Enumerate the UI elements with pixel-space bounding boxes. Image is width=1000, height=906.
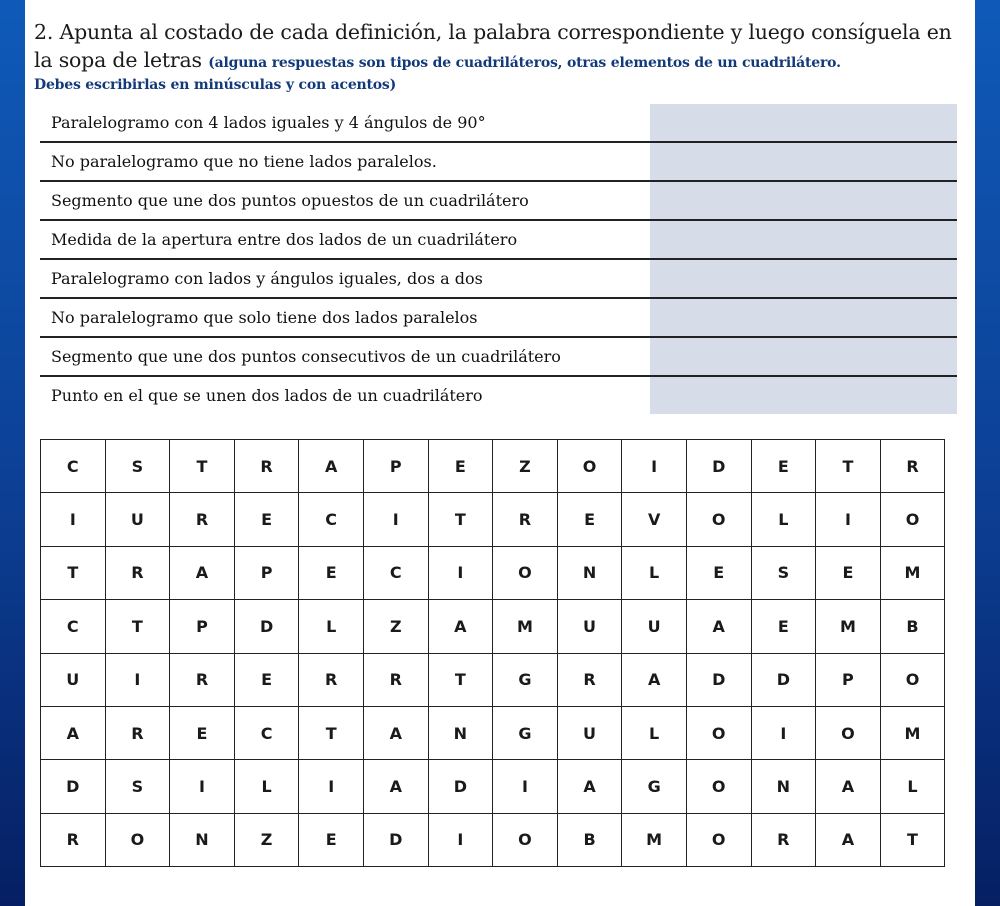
letter-cell[interactable]: T <box>880 813 945 866</box>
grid-row <box>41 600 945 653</box>
letter-cell[interactable]: R <box>493 493 558 546</box>
letter-cell[interactable]: R <box>880 440 945 493</box>
letter-cell[interactable]: L <box>751 493 816 546</box>
letter-cell[interactable]: U <box>105 493 170 546</box>
grid-row <box>41 546 945 599</box>
letter-cell[interactable]: I <box>363 493 428 546</box>
answer-field[interactable] <box>651 260 957 297</box>
letter-cell[interactable]: M <box>493 600 558 653</box>
letter-cell[interactable]: R <box>105 706 170 759</box>
letter-cell[interactable]: A <box>170 546 235 599</box>
letter-cell[interactable]: L <box>299 600 364 653</box>
letter-cell[interactable]: N <box>170 813 235 866</box>
exercise-note: (alguna respuestas son tipos de cuadriláteros, otras elementos de un cuadrilátero. <box>208 55 841 71</box>
letter-cell[interactable]: T <box>816 440 881 493</box>
letter-cell[interactable]: G <box>493 653 558 706</box>
letter-cell[interactable]: M <box>880 546 945 599</box>
exercise-note-2: Debes escribirlas en minúsculas y con acentos) <box>34 77 397 93</box>
letter-cell[interactable]: E <box>816 546 881 599</box>
letter-cell[interactable]: A <box>428 600 493 653</box>
definition-row <box>40 377 957 414</box>
definition-row <box>40 143 957 182</box>
letter-cell[interactable]: I <box>428 546 493 599</box>
letter-cell[interactable]: O <box>686 760 751 813</box>
letter-cell[interactable]: R <box>557 653 622 706</box>
letter-cell[interactable]: A <box>686 600 751 653</box>
letter-cell[interactable]: R <box>234 440 299 493</box>
letter-cell[interactable]: R <box>105 546 170 599</box>
exercise-title: 2. Apunta al costado de cada definición, la palabra correspondiente y luego consíguela en la sopa de letras <box>34 20 952 72</box>
letter-cell[interactable]: M <box>816 600 881 653</box>
letter-cell[interactable]: R <box>299 653 364 706</box>
letter-cell[interactable]: E <box>170 706 235 759</box>
letter-cell[interactable]: D <box>234 600 299 653</box>
letter-cell[interactable]: T <box>428 493 493 546</box>
letter-cell[interactable]: L <box>880 760 945 813</box>
letter-cell[interactable]: L <box>622 546 687 599</box>
letter-cell[interactable]: C <box>41 600 106 653</box>
letter-cell[interactable]: I <box>622 440 687 493</box>
letter-cell[interactable]: N <box>428 706 493 759</box>
letter-cell[interactable]: B <box>880 600 945 653</box>
letter-cell[interactable]: O <box>493 546 558 599</box>
letter-cell[interactable]: I <box>493 760 558 813</box>
answer-field[interactable] <box>651 338 957 375</box>
letter-cell[interactable]: E <box>686 546 751 599</box>
letter-cell[interactable]: T <box>41 546 106 599</box>
grid-row <box>41 813 945 866</box>
letter-cell[interactable]: I <box>751 706 816 759</box>
letter-cell[interactable]: P <box>816 653 881 706</box>
letter-cell[interactable]: O <box>105 813 170 866</box>
definition-row <box>40 221 957 260</box>
definition-text: Segmento que une dos puntos consecutivos de un cuadrilátero <box>51 347 561 366</box>
letter-cell[interactable]: I <box>105 653 170 706</box>
letter-cell[interactable]: R <box>170 653 235 706</box>
letter-cell[interactable]: M <box>880 706 945 759</box>
grid-row <box>41 760 945 813</box>
letter-cell[interactable]: C <box>299 493 364 546</box>
answer-field[interactable] <box>651 299 957 336</box>
letter-cell[interactable]: E <box>428 440 493 493</box>
definition-row <box>40 299 957 338</box>
letter-cell[interactable]: P <box>363 440 428 493</box>
letter-cell[interactable]: L <box>622 706 687 759</box>
letter-cell[interactable]: O <box>816 706 881 759</box>
definition-text: Medida de la apertura entre dos lados de un cuadrilátero <box>51 230 518 249</box>
letter-cell[interactable]: E <box>234 653 299 706</box>
letter-cell[interactable]: M <box>622 813 687 866</box>
definition-text: No paralelogramo que no tiene lados paralelos. <box>51 152 437 171</box>
grid-row <box>41 706 945 759</box>
letter-cell[interactable]: Z <box>234 813 299 866</box>
letter-cell[interactable]: E <box>751 440 816 493</box>
worksheet <box>25 0 975 906</box>
letter-cell[interactable]: Z <box>493 440 558 493</box>
answer-field[interactable] <box>651 104 957 141</box>
definition-text: Punto en el que se unen dos lados de un cuadrilátero <box>51 386 483 405</box>
letter-cell[interactable]: U <box>622 600 687 653</box>
exercise-heading <box>34 18 964 94</box>
definition-row <box>40 260 957 299</box>
letter-cell[interactable]: G <box>622 760 687 813</box>
letter-cell[interactable]: E <box>234 493 299 546</box>
letter-cell[interactable]: N <box>557 546 622 599</box>
answer-field[interactable] <box>651 221 957 258</box>
answer-field[interactable] <box>651 377 957 414</box>
definition-text: No paralelogramo que solo tiene dos lados paralelos <box>51 308 478 327</box>
letter-cell[interactable]: I <box>41 493 106 546</box>
letter-cell[interactable]: E <box>299 813 364 866</box>
letter-cell[interactable]: E <box>557 493 622 546</box>
letter-cell[interactable]: T <box>170 440 235 493</box>
letter-cell[interactable]: T <box>428 653 493 706</box>
letter-cell[interactable]: E <box>751 600 816 653</box>
grid-row <box>41 653 945 706</box>
letter-cell[interactable]: V <box>622 493 687 546</box>
definitions-list <box>40 104 957 414</box>
letter-cell[interactable]: O <box>880 653 945 706</box>
letter-cell[interactable]: O <box>686 813 751 866</box>
letter-cell[interactable]: O <box>686 706 751 759</box>
letter-cell[interactable]: E <box>299 546 364 599</box>
letter-cell[interactable]: D <box>686 440 751 493</box>
answer-field[interactable] <box>651 143 957 180</box>
letter-cell[interactable]: T <box>299 706 364 759</box>
letter-cell[interactable]: R <box>751 813 816 866</box>
grid-row <box>41 493 945 546</box>
word-search-grid <box>40 439 945 867</box>
letter-cell[interactable]: O <box>557 440 622 493</box>
letter-cell[interactable]: I <box>170 760 235 813</box>
letter-cell[interactable]: A <box>557 760 622 813</box>
letter-cell[interactable]: A <box>816 760 881 813</box>
letter-cell[interactable]: I <box>428 813 493 866</box>
letter-cell[interactable]: C <box>234 706 299 759</box>
letter-cell[interactable]: A <box>363 760 428 813</box>
letter-cell[interactable]: I <box>816 493 881 546</box>
letter-cell[interactable]: P <box>234 546 299 599</box>
definition-row <box>40 104 957 143</box>
letter-cell[interactable]: Z <box>363 600 428 653</box>
letter-cell[interactable]: O <box>880 493 945 546</box>
letter-cell[interactable]: A <box>41 706 106 759</box>
letter-cell[interactable]: O <box>686 493 751 546</box>
letter-cell[interactable]: D <box>751 653 816 706</box>
grid-row <box>41 440 945 493</box>
letter-cell[interactable]: D <box>363 813 428 866</box>
answer-field[interactable] <box>651 182 957 219</box>
letter-cell[interactable]: P <box>170 600 235 653</box>
letter-cell[interactable]: A <box>363 706 428 759</box>
letter-cell[interactable]: O <box>493 813 558 866</box>
definition-row <box>40 338 957 377</box>
letter-cell[interactable]: R <box>170 493 235 546</box>
letter-cell[interactable]: S <box>105 760 170 813</box>
letter-cell[interactable]: D <box>686 653 751 706</box>
letter-cell[interactable]: T <box>105 600 170 653</box>
definition-text: Segmento que une dos puntos opuestos de un cuadrilátero <box>51 191 529 210</box>
letter-cell[interactable]: C <box>363 546 428 599</box>
letter-cell[interactable]: B <box>557 813 622 866</box>
letter-cell[interactable]: D <box>428 760 493 813</box>
letter-cell[interactable]: I <box>299 760 364 813</box>
letter-cell[interactable]: G <box>493 706 558 759</box>
letter-cell[interactable]: U <box>557 706 622 759</box>
letter-cell[interactable]: R <box>41 813 106 866</box>
letter-cell[interactable]: S <box>105 440 170 493</box>
letter-cell[interactable]: A <box>816 813 881 866</box>
letter-cell[interactable]: S <box>751 546 816 599</box>
letter-cell[interactable]: L <box>234 760 299 813</box>
letter-cell[interactable]: U <box>41 653 106 706</box>
letter-cell[interactable]: N <box>751 760 816 813</box>
definition-text: Paralelogramo con 4 lados iguales y 4 ángulos de 90° <box>51 113 486 132</box>
letter-cell[interactable]: A <box>622 653 687 706</box>
letter-cell[interactable]: R <box>363 653 428 706</box>
letter-cell[interactable]: D <box>41 760 106 813</box>
letter-cell[interactable]: U <box>557 600 622 653</box>
letter-cell[interactable]: A <box>299 440 364 493</box>
letter-cell[interactable]: C <box>41 440 106 493</box>
definition-row <box>40 182 957 221</box>
definition-text: Paralelogramo con lados y ángulos iguales, dos a dos <box>51 269 483 288</box>
